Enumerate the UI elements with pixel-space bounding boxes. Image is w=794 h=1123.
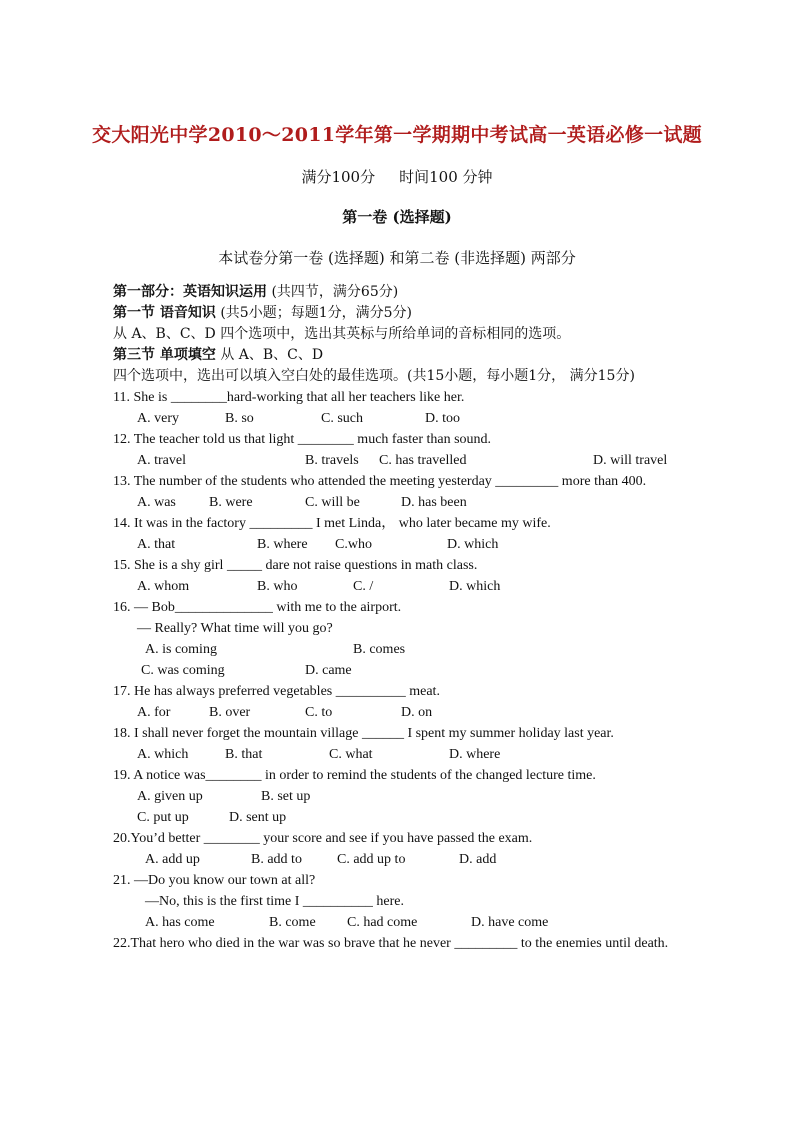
answer-options [113,807,683,828]
option-a: A. for [137,705,171,720]
question-reply: —No, this is the first time I __________ here. [145,894,404,909]
option-d: D. sent up [229,810,287,825]
question-stem: 14. It was in the factory _________ I met Linda， who later became my wife. [113,516,551,531]
question-stem: 15. She is a shy girl _____ dare not raise questions in math class. [113,558,478,573]
option-b: B. travels [305,453,359,468]
question-stem: 20.You’d better ________ your score and see if you have passed the exam. [113,831,533,846]
option-c: C. was coming [141,663,225,678]
option-b: B. add to [251,852,302,867]
option-a: A. whom [137,579,190,594]
section1-heading: 第一节 语音知识 (共5小题；每题1分，满分5分) [113,305,412,321]
option-d: D. on [401,705,433,720]
option-b: B. so [225,411,254,426]
option-b: B. come [269,915,316,930]
question-stem: 22.That hero who died in the war was so brave that he never _________ to the enemies until death. [113,936,669,951]
option-c: C. will be [305,495,360,510]
option-a: A. travel [137,453,186,468]
option-d: D. which [449,579,501,594]
section1-instruction: 从 A、B、C、D 四个选项中，选出其英标与所给单词的音标相同的选项。 [113,326,571,342]
option-c: C. put up [137,810,189,825]
option-c: C. has travelled [379,453,467,468]
option-d: D. have come [471,915,549,930]
question-stem: 12. The teacher told us that light ________ much faster than sound. [113,432,492,447]
answer-options [113,534,683,555]
exam-body [113,282,683,954]
option-d: D. add [459,852,497,867]
question-stem: 16. — Bob______________ with me to the airport. [113,600,402,615]
option-a: A. given up [137,789,203,804]
answer-options [113,408,683,429]
question-stem: 13. The number of the students who attended the meeting yesterday _________ more than 400. [113,474,647,489]
answer-options [113,660,683,681]
option-b: B. over [209,705,251,720]
option-d: D. will travel [593,453,668,468]
option-a: A. which [137,747,189,762]
answer-options [113,702,683,723]
answer-options [113,744,683,765]
answer-options [113,849,683,870]
volume-intro: 本试卷分第一卷 (选择题) 和第二卷 (非选择题) 两部分 [218,249,576,267]
option-a: A. that [137,537,176,552]
section3-instruction: 四个选项中，选出可以填入空白处的最佳选项。(共15小题，每小题1分， 满分15分) [113,368,635,384]
option-b: B. that [225,747,263,762]
option-c: C. had come [347,915,418,930]
full-score: 满分100分 [301,168,376,186]
option-c: C. / [353,579,374,594]
part1-heading: 第一部分：英语知识运用 (共四节，满分65分) [113,284,399,300]
question-reply: — Really? What time will you go? [137,621,333,636]
option-d: D. came [305,663,352,678]
volume-title: 第一卷 (选择题) [342,208,452,226]
option-c: C. what [329,747,373,762]
answer-options [113,576,683,597]
option-a: A. very [137,411,179,426]
option-d: D. where [449,747,501,762]
question-stem: 18. I shall never forget the mountain village ______ I spent my summer holiday last year. [113,726,614,741]
question-stem: 11. She is ________hard-working that all her teachers like her. [113,390,465,405]
option-c: C. add up to [337,852,406,867]
option-c: C.who [335,537,372,552]
answer-options [113,912,683,933]
option-c: C. to [305,705,333,720]
option-a: A. has come [145,915,215,930]
section3-heading: 第三节 单项填空 从 A、B、C、D [113,347,324,363]
answer-options [113,786,683,807]
answer-options [113,450,683,471]
option-a: A. is coming [145,642,217,657]
option-b: B. where [257,537,308,552]
exam-title: 交大阳光中学2010～2011学年第一学期期中考试高一英语必修一试题 [92,124,702,146]
answer-options [113,639,683,660]
option-b: B. comes [353,642,406,657]
option-b: B. who [257,579,298,594]
option-a: A. add up [145,852,200,867]
question-stem: 19. A notice was________ in order to remind the students of the changed lecture time. [113,768,596,783]
option-c: C. such [321,411,363,426]
exam-meta [0,166,794,187]
option-d: D. has been [401,495,467,510]
option-b: B. set up [261,789,311,804]
option-a: A. was [137,495,176,510]
option-b: B. were [209,495,253,510]
option-d: D. which [447,537,499,552]
question-stem: 21. —Do you know our town at all? [113,873,316,888]
option-d: D. too [425,411,460,426]
exam-time: 时间100 分钟 [399,168,493,186]
answer-options [113,492,683,513]
question-stem: 17. He has always preferred vegetables __________ meat. [113,684,440,699]
